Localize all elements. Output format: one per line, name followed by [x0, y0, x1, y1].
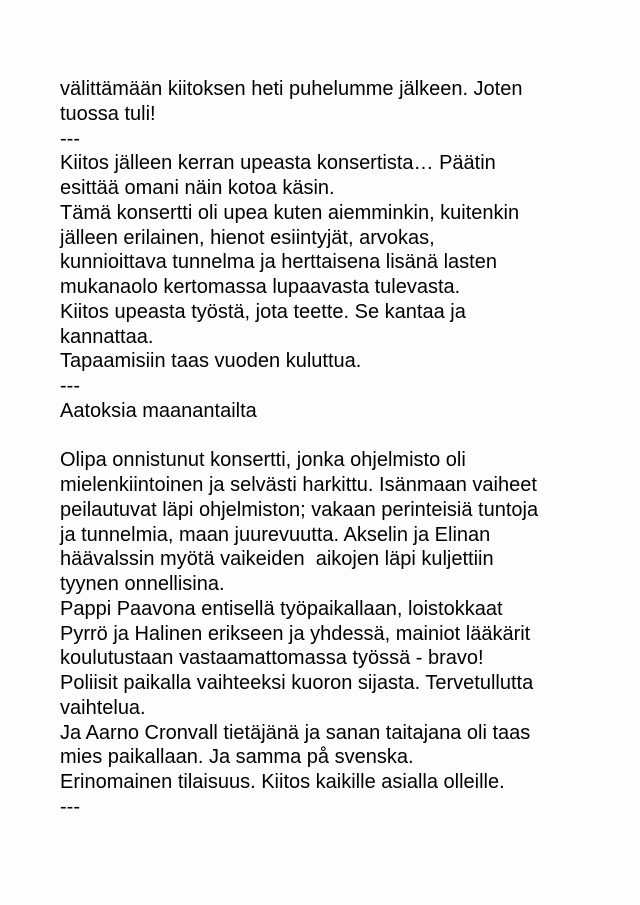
text-line: mukanaolo kertomassa lupaavasta tulevasta.: [60, 276, 461, 298]
text-line: kunnioittava tunnelma ja herttaisena lisänä lasten: [60, 251, 497, 274]
text-line: Erinomainen tilaisuus. Kiitos kaikille asialla olleille.: [60, 771, 505, 793]
text-line: Kiitos jälleen kerran upeasta konsertista… Päätin: [60, 152, 496, 175]
text-line: tuossa tuli!: [60, 102, 156, 125]
text-line: välittämään kiitoksen heti puhelumme jälkeen. Joten: [60, 78, 523, 100]
text-line: Aatoksia maanantailta: [60, 399, 257, 422]
text-line: Pappi Paavona entisellä työpaikallaan, loistokkaat: [60, 597, 503, 620]
text-line: Pyrrö ja Halinen erikseen ja yhdessä, mainiot lääkärit: [60, 622, 531, 645]
text-line: Kiitos upeasta työstä, jota teette. Se kantaa ja: [60, 300, 466, 323]
text-line: häävalssin myötä vaikeiden aikojen läpi kuljettiin: [60, 548, 494, 571]
text-line: vaihtelua.: [60, 696, 146, 719]
separator-line: ---: [60, 795, 80, 818]
text-line: kannattaa.: [60, 325, 154, 348]
text-line: ja tunnelmia, maan juurevuutta. Akselin ja Elinan: [60, 523, 491, 546]
text-line: peilautuvat läpi ohjelmiston; vakaan perinteisiä tuntoja: [60, 498, 539, 521]
text-line: Ja Aarno Cronvall tietäjänä ja sanan taitajana oli taas: [60, 721, 531, 744]
separator-line: ---: [60, 127, 80, 150]
text-line: mielenkiintoinen ja selvästi harkittu. Isänmaan vaiheet: [60, 474, 537, 496]
text-line: mies paikallaan. Ja samma på svenska.: [60, 746, 414, 769]
text-line: Olipa onnistunut konsertti, jonka ohjelmisto oli: [60, 449, 466, 472]
text-line: Tapaamisiin taas vuoden kuluttua.: [60, 350, 362, 373]
separator-line: ---: [60, 375, 80, 397]
text-line: esittää omani näin kotoa käsin.: [60, 177, 335, 199]
text-line: Tämä konsertti oli upea kuten aiemminkin, kuitenkin: [60, 201, 520, 224]
text-line: tyynen onnellisina.: [60, 573, 225, 595]
blank-line: [60, 424, 600, 449]
text-line: koulutustaan vastaamattomassa työssä - bravo!: [60, 647, 484, 670]
text-line: Poliisit paikalla vaihteeksi kuoron sijasta. Tervetullutta: [60, 672, 534, 694]
text-line: jälleen erilainen, hienot esiintyjät, arvokas,: [60, 226, 435, 249]
